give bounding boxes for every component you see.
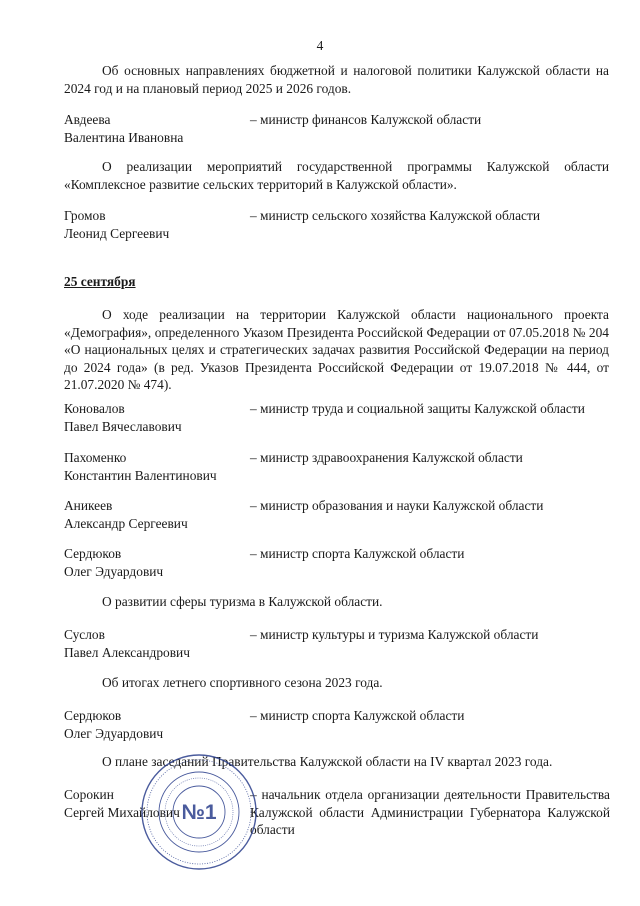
speaker-given-names: Леонид Сергеевич bbox=[64, 225, 170, 241]
agenda-item-rural: О реализации мероприятий государственной программы Калужской области «Комплексное развитие сельских территорий в Калужской области». bbox=[64, 159, 609, 192]
speaker-surname: Пахоменко bbox=[64, 450, 127, 465]
speaker-surname: Громов bbox=[64, 208, 106, 223]
speaker-role: – министр культуры и туризма Калужской области bbox=[250, 627, 539, 642]
agenda-item-sport-season: Об итогах летнего спортивного сезона 2023 года. bbox=[102, 675, 383, 690]
speaker-role: – министр спорта Калужской области bbox=[250, 546, 465, 561]
speaker-surname: Суслов bbox=[64, 627, 105, 642]
speaker-role: – министр образования и науки Калужской области bbox=[250, 498, 544, 513]
speaker-given-names: Сергей Михайлович bbox=[64, 804, 180, 820]
agenda-item-meeting-plan: О плане заседаний Правительства Калужской области на IV квартал 2023 года. bbox=[102, 754, 553, 769]
agenda-item-budget: Об основных направлениях бюджетной и налоговой политики Калужской области на 2024 год и на плановый период 2025 и 2026 годов. bbox=[64, 63, 609, 96]
speaker-name bbox=[64, 545, 254, 580]
speaker-role: – министр сельского хозяйства Калужской области bbox=[250, 208, 541, 223]
speaker-surname: Сердюков bbox=[64, 546, 122, 561]
speaker-surname: Аникеев bbox=[64, 498, 113, 513]
speaker-given-names: Олег Эдуардович bbox=[64, 725, 164, 741]
speaker-name bbox=[64, 449, 254, 484]
speaker-role: – министр труда и социальной защиты Калужской области bbox=[250, 401, 585, 416]
speaker-given-names: Валентина Ивановна bbox=[64, 129, 184, 145]
speaker-name bbox=[64, 626, 254, 661]
speaker-surname: Коновалов bbox=[64, 401, 125, 416]
speaker-name bbox=[64, 707, 254, 742]
page-number: 4 bbox=[316, 38, 324, 53]
official-stamp bbox=[140, 753, 258, 871]
speaker-role: – министр спорта Калужской области bbox=[250, 708, 465, 723]
agenda-item-demography: О ходе реализации на территории Калужской области национального проекта «Демография», определенного Указом Президента Российской Федерации от 07.05.2018 № 204 «О национальных целях и стратегических задачах развития Российской Федерации на период до 2024 года» (в ред. Указов Президента Российской Федерации от 19.07.2018 № 444, от 21.07.2020 № 474). bbox=[64, 307, 609, 392]
speaker-role: – министр финансов Калужской области bbox=[250, 112, 482, 127]
agenda-item-tourism: О развитии сферы туризма в Калужской области. bbox=[102, 594, 383, 609]
stamp-number: №1 bbox=[181, 801, 217, 824]
speaker-name bbox=[64, 497, 254, 532]
speaker-name bbox=[64, 111, 254, 146]
date-heading: 25 сентября bbox=[64, 274, 136, 289]
speaker-surname: Сорокин bbox=[64, 787, 114, 802]
speaker-given-names: Константин Валентинович bbox=[64, 467, 217, 483]
speaker-role: – начальник отдела организации деятельности Правительства Калужской области Администрации Губернатора Калужской области bbox=[250, 787, 610, 837]
speaker-name bbox=[64, 400, 254, 435]
speaker-surname: Авдеева bbox=[64, 112, 111, 127]
speaker-role: – министр здравоохранения Калужской области bbox=[250, 450, 523, 465]
speaker-given-names: Павел Вячеславович bbox=[64, 418, 182, 434]
speaker-surname: Сердюков bbox=[64, 708, 122, 723]
speaker-given-names: Олег Эдуардович bbox=[64, 563, 164, 579]
speaker-given-names: Александр Сергеевич bbox=[64, 515, 188, 531]
speaker-given-names: Павел Александрович bbox=[64, 644, 190, 660]
speaker-name bbox=[64, 207, 254, 242]
